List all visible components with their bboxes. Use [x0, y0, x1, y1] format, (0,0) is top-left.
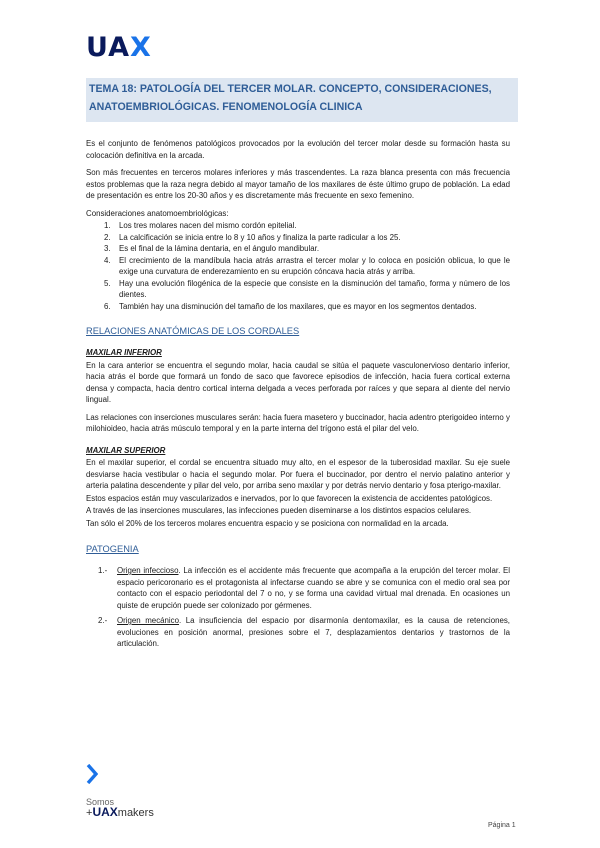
paragraph: Las relaciones con inserciones musculares serán: hacia fuera masetero y buccinador, hacia adentro pterigoideo interno y milohioideo, hacia atrás músculo temporal y en la parte interna del trígono está el pilar del velo. [86, 412, 510, 433]
list-item: 6. También hay una disminución del tamaño de los maxilares, que es mayor en los segmentos dentados. [104, 301, 477, 311]
document-title: TEMA 18: PATOLOGÍA DEL TERCER MOLAR. CONCEPTO, CONSIDERACIONES, ANATOEMBRIOLÓGICAS. FENOMENOLOGÍA CLINICA [86, 78, 518, 122]
intro-paragraph-1: Es el conjunto de fenómenos patológicos provocados por la evolución del tercer molar desde su formación hasta su colocación definitiva en la arcada. [86, 139, 510, 160]
paragraph: Tan sólo el 20% de los terceros molares encuentra espacio y se posiciona con normalidad en la arcada. [86, 518, 449, 528]
list-item: 3. Es el final de la lámina dentaria, en el ángulo mandibular. [104, 244, 320, 253]
subheading-maxilar-superior: MAXILAR SUPERIOR [86, 445, 166, 455]
paragraph: En la cara anterior se encuentra el segundo molar, hacia caudal se sitúa el paquete vasculonervioso dentario inferior, hacia atrás el borde que formará un fondo de saco que favorece episodios de infección, hacia fuera cortical externa densa y compacta, hacia dentro cortical interna delgada a veces perforada por raíces y que separa al diente del nervio lingual. [86, 360, 510, 404]
footer-brand [86, 797, 154, 818]
uax-logo: UAX [86, 32, 152, 63]
patogenia-list [86, 565, 510, 650]
intro-paragraph-2: Son más frecuentes en terceros molares inferiores y más trascendentes. La raza blanca presenta con más frecuencia estos problemas que la raza negra debido al mayor tamaño de los maxilares de éste último grupo de población. La edad de presentación es entre los 20-30 años y es discretamente más frecuente en sexo femenino. [86, 168, 510, 200]
paragraph: Estos espacios están muy vascularizados e inervados, por lo que favorecen la existencia de accidentes patológicos. [86, 493, 493, 503]
subheading-maxilar-inferior: MAXILAR INFERIOR [86, 348, 162, 357]
list-item: 1.- Origen infeccioso. La infección es el accidente más frecuente que acompaña a la erupción del tercer molar. El espacio pericoronario es el protagonista al infectarse cuando se abre y se comunica con el medio oral sea por contacto con el espacio periodontal del 7 o no, y se forma una cavidad virtual mal drenada. En ocasiones un quiste de erupción puede ser colonizado por gérmenes. [98, 566, 510, 610]
considerations-intro: Consideraciones anatomoembriológicas: [86, 208, 229, 218]
list-item: 4. El crecimiento de la mandíbula hacia atrás arrastra el tercer molar y lo coloca en posición oblicua, lo que le exige una curvatura de enderezamiento en su erupción cóncava hacia atrás y arriba. [104, 255, 510, 276]
considerations-list [86, 220, 510, 312]
list-item: 1. Los tres molares nacen del mismo cordón epitelial. [104, 221, 297, 230]
page-number: Página 1 [488, 822, 516, 829]
uaxmakers-logo: +UAXmakers [86, 805, 154, 819]
list-item: 5. Hay una evolución filogénica de la especie que consiste en la disminución del tamaño, forma y número de los dientes. [104, 278, 510, 299]
paragraph: A través de las inserciones musculares, las infecciones pueden diseminarse a los distintos espacios celulares. [86, 506, 472, 515]
chevron-right-icon [86, 764, 98, 784]
list-item: 2. La calcificación se inicia entre lo 8 y 10 años y finaliza la parte radicular a los 25. [104, 232, 401, 242]
paragraph: En el maxilar superior, el cordal se encuentra situado muy alto, en el espesor de la tuberosidad maxilar. Su eje suele desviarse hacia vestibular o hacia el segundo molar. Por fuera el buccinador, por dentro el nervio palatino anterior y arteria palatina descendente y pilar del velo, por arriba seno maxilar y por detrás nervio dentario y fosa pterigo-maxilar. [86, 458, 510, 490]
section-heading-patogenia: PATOGENIA [86, 544, 139, 554]
somos-text: Somos [86, 797, 115, 807]
document-body [86, 138, 510, 654]
list-item: 2.- Origen mecánico. La insuficiencia del espacio por disarmonía dentomaxilar, es la causa de retenciones, evoluciones en posición anormal, presiones sobre el 7, desplazamientos dentarios y trastornos de la articulación. [98, 616, 510, 648]
section-heading-relaciones: RELACIONES ANATÓMICAS DE LOS CORDALES [86, 326, 300, 336]
